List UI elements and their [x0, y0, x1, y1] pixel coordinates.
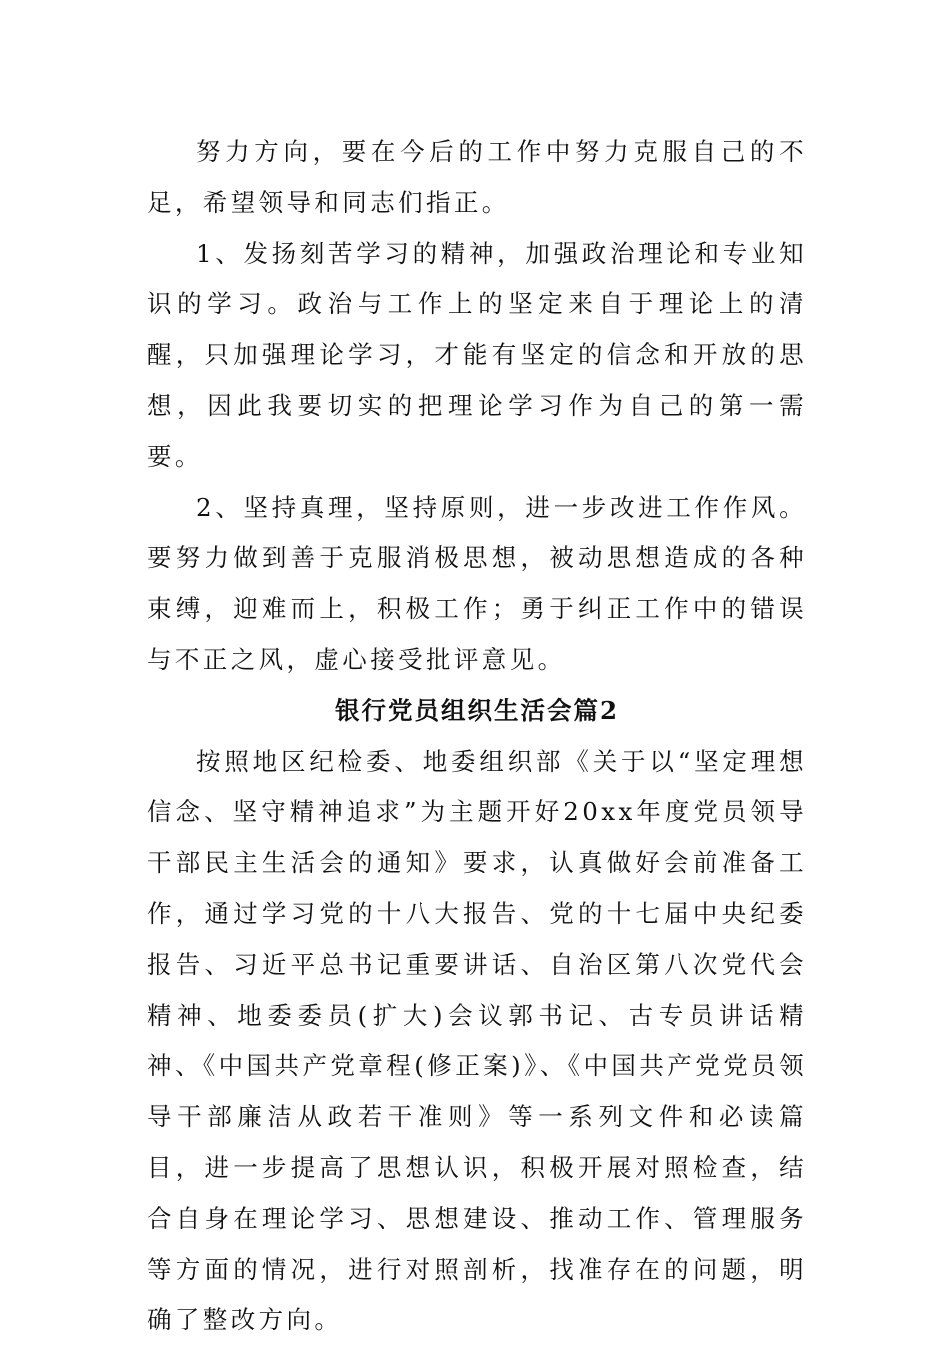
paragraph-point-2: 2、坚持真理，坚持原则，进一步改进工作作风。要努力做到善于克服消极思想，被动思想造成的各种束缚，迎难而上，积极工作；勇于纠正工作中的错误与不正之风，虚心接受批评意见。 [147, 492, 807, 674]
paragraph-point-1: 1、发扬刻苦学习的精神，加强政治理论和专业知识的学习。政治与工作上的坚定来自于理论上的清醒，只加强理论学习，才能有坚定的信念和开放的思想，因此我要切实的把理论学习作为自己的第一需要。 [147, 238, 807, 471]
paragraph-section-2-body: 按照地区纪检委、地委组织部《关于以“坚定理想信念、坚守精神追求”为主题开好20xx年度党员领导干部民主生活会的通知》要求，认真做好会前准备工作，通过学习党的十八大报告、党的十七届中央纪委报告、习近平总书记重要讲话、自治区第八次党代会精神、地委委员(扩大)会议郭书记、古专员讲话精神、《中国共产党章程(修正案)》、《中国共产党党员领导干部廉洁从政若干准则》等一系列文件和必读篇目，进一步提高了思想认识，积极开展对照检查，结合自身在理论学习、思想建设、推动工作、管理服务等方面的情况，进行对照剖析，找准存在的问题，明确了整改方向。 [147, 746, 807, 1335]
body-text [147, 127, 807, 1346]
paragraph-continuation: 努力方向，要在今后的工作中努力克服自己的不足，希望领导和同志们指正。 [147, 137, 807, 217]
section-heading: 银行党员组织生活会篇2 [334, 695, 620, 725]
